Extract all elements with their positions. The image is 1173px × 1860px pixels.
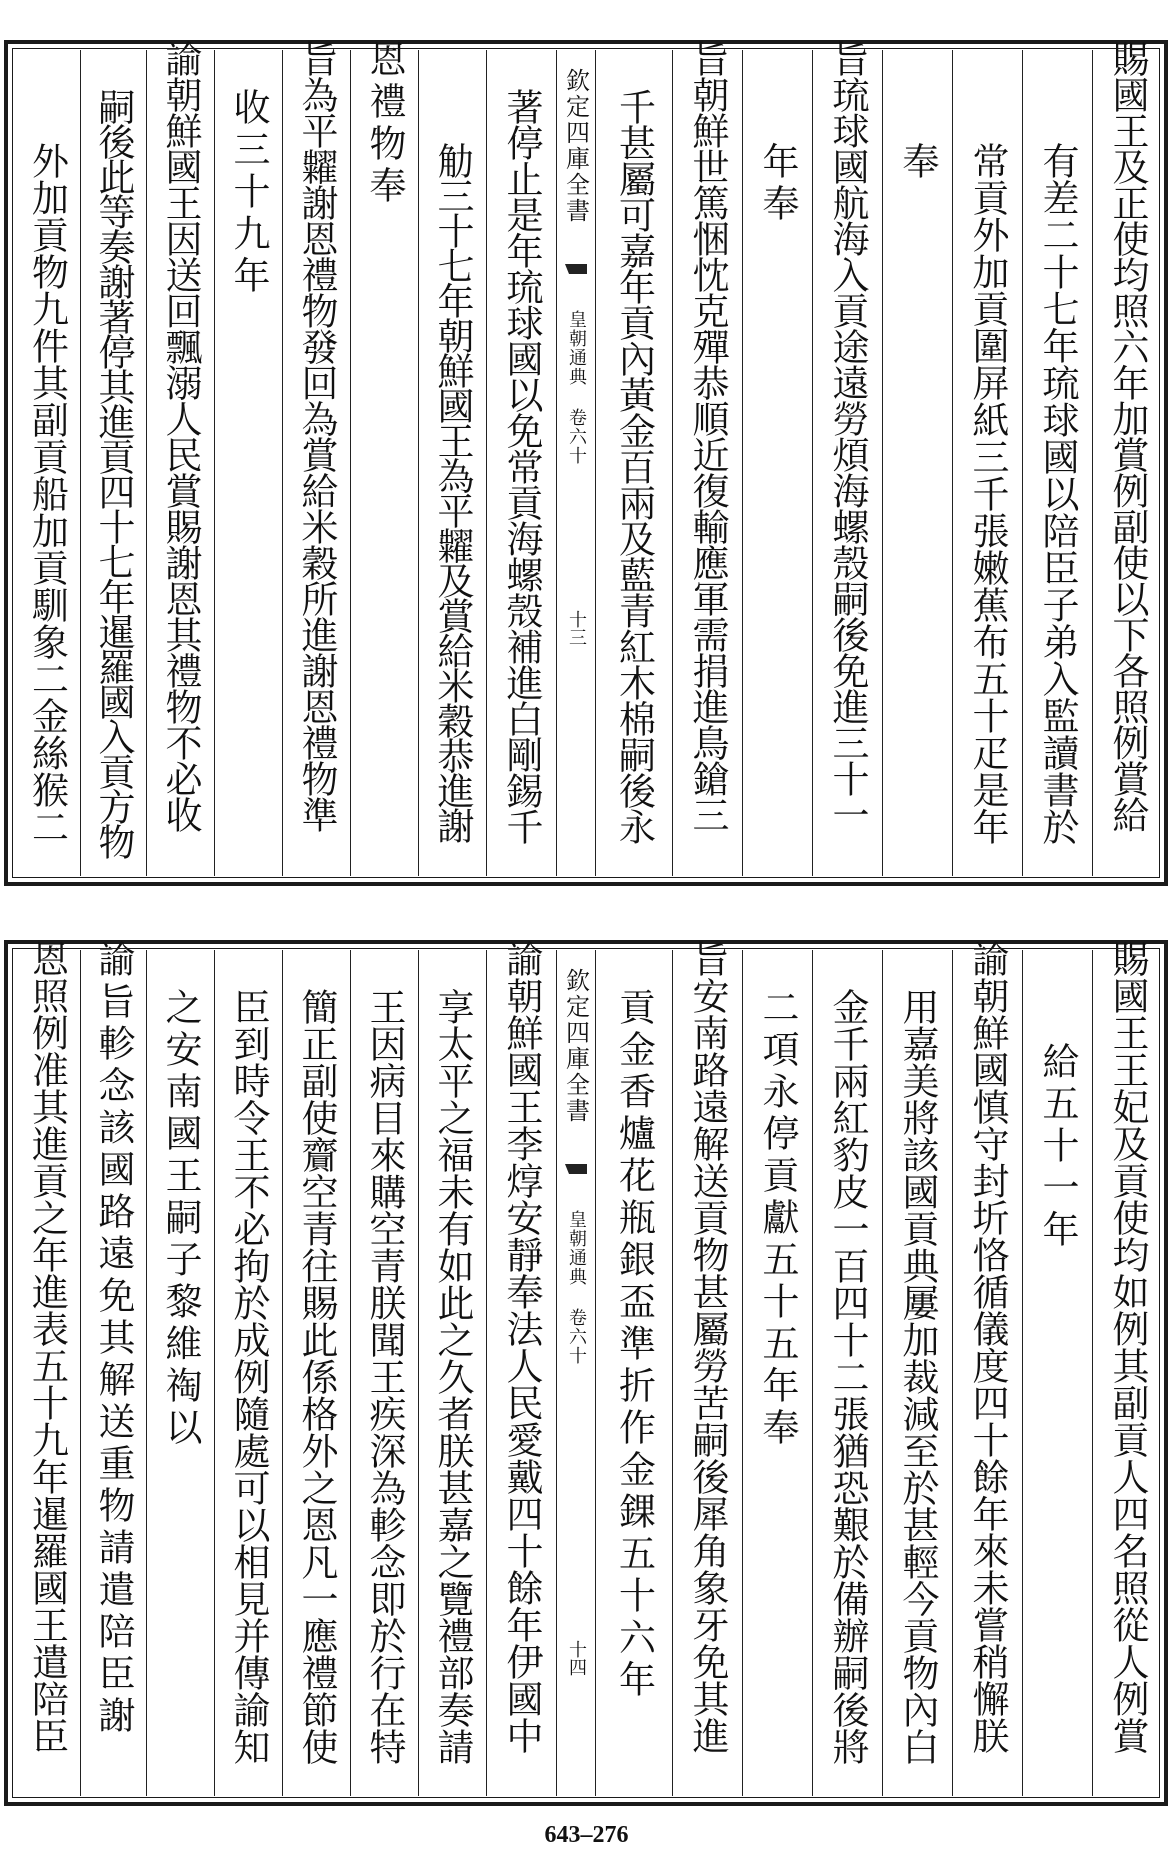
text-column	[14, 940, 80, 1796]
column-text: 賜國王及正使均照六年加賞例副使以下各照例賞給	[1106, 40, 1149, 832]
column-text: 享太平之福未有如此之久者朕甚嘉之覽禮部奏請	[431, 988, 474, 1765]
column-text: 恩照例准其進貢之年進表五十九年暹羅國王遣陪臣	[25, 940, 69, 1754]
column-text: 之安南國王嗣子黎維祹以	[159, 988, 202, 1450]
column-text: 外加貢物九件其副貢船加貢馴象二金絲猴二	[25, 142, 69, 845]
text-column	[812, 40, 882, 876]
text-column	[882, 950, 952, 1796]
text-column	[882, 50, 952, 876]
text-column	[350, 40, 418, 876]
text-column	[1022, 50, 1092, 876]
text-column	[214, 50, 282, 876]
column-text: 奉	[896, 142, 939, 184]
text-column	[146, 950, 214, 1796]
book-section: 皇朝通典 卷六十	[566, 1210, 587, 1365]
text-column	[742, 950, 812, 1796]
book-title: 欽定四庫全書	[561, 968, 590, 1124]
book-section: 皇朝通典 卷六十	[566, 310, 587, 465]
leaf-number: 十四	[566, 1640, 587, 1676]
text-column	[350, 950, 418, 1796]
column-text: 貢金香爐花瓶銀盃準折作金錁五十六年	[612, 988, 656, 1702]
text-column	[486, 50, 556, 876]
left-text-block	[14, 40, 556, 876]
text-column	[952, 50, 1022, 876]
right-text-block	[596, 940, 1162, 1796]
column-text: 賜國王王妃及貢使均如例其副貢人四名照從人例賞	[1106, 940, 1149, 1754]
center-fold-strip	[556, 950, 596, 1796]
text-column	[596, 50, 672, 876]
lower-page-frame	[4, 940, 1168, 1806]
text-column	[282, 40, 350, 876]
column-text: 諭朝鮮國慎守封圻恪循儀度四十餘年來未嘗稍懈朕	[966, 940, 1009, 1754]
text-column	[282, 950, 350, 1796]
column-text: 給五十一年	[1036, 1042, 1079, 1252]
column-text: 臣到時令王不必拘於成例隨處可以相見并傳諭知	[227, 988, 270, 1765]
text-column	[952, 940, 1022, 1796]
text-column	[1092, 40, 1162, 876]
text-column	[80, 50, 146, 876]
lower-page	[0, 910, 1173, 1822]
text-column	[1092, 940, 1162, 1796]
column-text: 簡正副使齎空青往賜此係格外之恩凡一應禮節使	[295, 988, 338, 1765]
column-text: 旨朝鮮世篤悃忱克殫恭順近復輸應軍需捐進鳥鎗三	[686, 40, 729, 832]
column-text: 年奉	[756, 142, 799, 226]
text-column	[214, 950, 282, 1796]
text-column	[486, 940, 556, 1796]
column-text: 有差二十七年琉球國以陪臣子弟入監讀書於	[1036, 142, 1079, 845]
fish-tail-mark	[565, 264, 587, 296]
text-column	[672, 940, 742, 1796]
upper-page-frame	[4, 40, 1168, 886]
center-fold-strip	[556, 50, 596, 876]
upper-page	[0, 0, 1173, 910]
column-text: 常貢外加貢圍屏紙三千張嫩蕉布五十疋是年	[966, 142, 1009, 845]
column-text: 收三十九年	[227, 88, 270, 298]
column-text: 旨琉球國航海入貢途遠勞煩海螺殼嗣後免進三十一	[826, 40, 869, 832]
column-text: 旨安南路遠解送貢物甚屬勞苦嗣後犀角象牙免其進	[686, 940, 729, 1754]
text-column	[812, 950, 882, 1796]
column-text: 用嘉美將該國貢典屢加裁減至於甚輕今貢物內白	[896, 988, 939, 1765]
text-column	[14, 50, 80, 876]
text-column	[596, 950, 672, 1796]
text-column	[742, 50, 812, 876]
text-column	[80, 940, 146, 1796]
column-text: 嗣後此等奏謝著停其進貢四十七年暹羅國入貢方物	[92, 88, 135, 858]
column-text: 諭朝鮮國王因送回飄溺人民賞賜謝恩其禮物不必收	[159, 40, 202, 832]
book-title: 欽定四庫全書	[561, 68, 590, 224]
text-column	[146, 40, 214, 876]
column-text: 觔三十七年朝鮮國王為平糶及賞給米穀恭進謝	[431, 142, 474, 842]
leaf-number: 十三	[566, 610, 587, 646]
column-text: 金千兩紅豹皮一百四十二張猶恐艱於備辦嗣後將	[826, 988, 869, 1765]
column-text: 二項永停貢獻五十五年奉	[756, 988, 799, 1450]
column-text: 諭朝鮮國王李焞安靜奉法人民愛戴四十餘年伊國中	[500, 940, 543, 1754]
text-column	[418, 950, 486, 1796]
right-text-block	[596, 40, 1162, 876]
column-text: 旨為平糶謝恩禮物發回為賞給米穀所進謝恩禮物準	[295, 40, 338, 832]
column-text: 著停止是年琉球國以免常貢海螺殼補進白剛錫千	[500, 88, 543, 844]
column-text: 千甚屬可嘉年貢內黃金百兩及藍青紅木棉嗣後永	[612, 88, 656, 844]
column-text: 王因病目來購空青朕聞王疾深為軫念即於行在特	[363, 988, 406, 1765]
column-text: 恩禮物奉	[363, 40, 406, 208]
left-text-block	[14, 940, 556, 1796]
fish-tail-mark	[565, 1164, 587, 1196]
page-footer-number: 643–276	[544, 1822, 629, 1848]
column-text: 諭旨軫念該國路遠免其解送重物請遣陪臣謝	[92, 940, 135, 1738]
text-column	[1022, 950, 1092, 1796]
text-column	[672, 40, 742, 876]
text-column	[418, 50, 486, 876]
